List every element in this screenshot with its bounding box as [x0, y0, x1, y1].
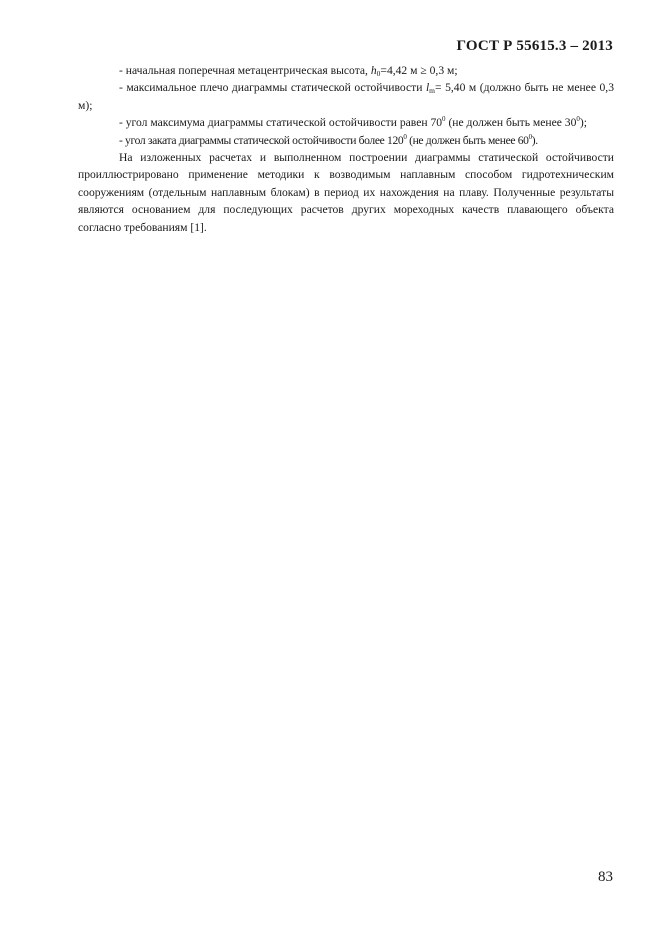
document-header: ГОСТ Р 55615.3 – 2013	[456, 38, 613, 54]
list-item-vanishing-angle: - угол заката диаграммы статической остойчивости более $120^0$ (не должен быть менее $60^0$).	[119, 132, 538, 147]
conclusion-paragraph: На изложенных расчетах и выполненном построении диаграммы статической остойчивости проиллюстрировано применение методики к возводимым наплавным способом гидротехническим сооружениям (отдельным наплавным блокам) в период их нахождения на плаву. Полученные результаты являются основанием для последующих расчетов других мореходных качеств плавающего объекта согласно требованиям [1].	[78, 151, 614, 234]
list-item-metacentric-height: - начальная поперечная метацентрическая высота, $h_0=4,42$ м ≥ 0,3 м;	[119, 64, 458, 78]
page-body	[78, 62, 614, 236]
list-item-max-angle: - угол максимума диаграммы статической остойчивости равен $70^0$ (не должен быть менее $30^0$);	[119, 115, 587, 130]
page-number: 83	[598, 869, 613, 885]
list-item-max-arm: - максимальное плечо диаграммы статической остойчивости $l_m= 5,40$ м (должно быть не менее 0,3 м);	[78, 81, 614, 112]
